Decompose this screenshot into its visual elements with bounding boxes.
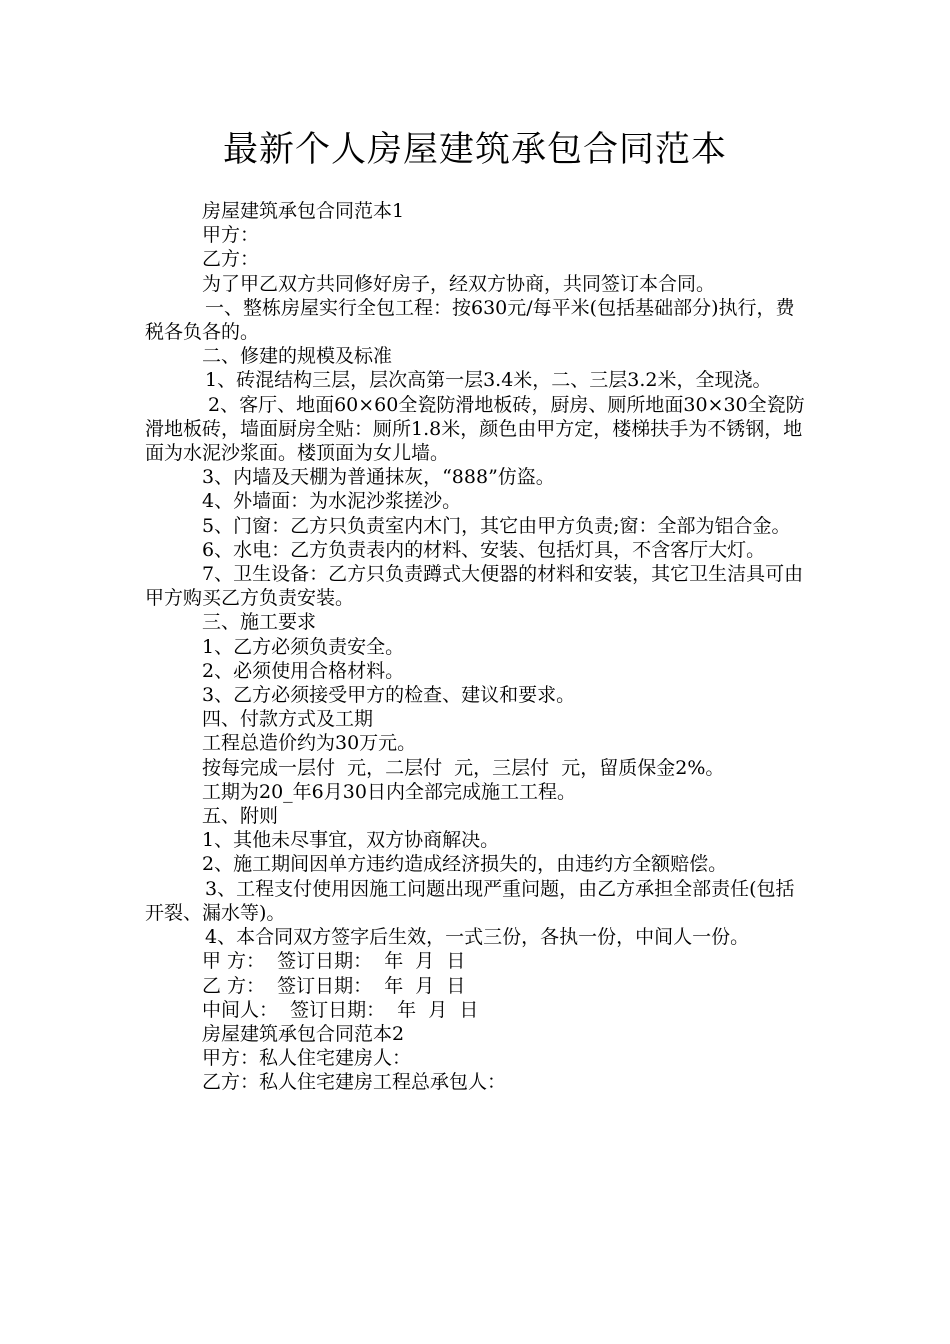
paragraph: 五、附则 [202,805,279,828]
paragraph: 3、内墙及天棚为普通抹灰，“888”仿盗。 [202,466,555,489]
paragraph: 为了甲乙双方共同修好房子，经双方协商，共同签订本合同。 [202,272,716,295]
paragraph: 2、必须使用合格材料。 [202,659,405,682]
paragraph: 1、砖混结构三层，层次高第一层3.4米，二、三层3.2米，全现浇。 [205,369,772,392]
paragraph: 3、乙方必须接受甲方的检查、建议和要求。 [202,684,576,707]
paragraph: 甲 方： 签订日期： 年 月 日 [202,950,466,973]
paragraph: 2、施工期间因单方违约造成经济损失的，由违约方全额赔偿。 [202,853,728,876]
paragraph: 3、工程支付使用因施工问题出现严重问题，由乙方承担全部责任(包括开裂、漏水等)。 [145,877,795,924]
paragraph: 5、门窗：乙方只负责室内木门，其它由甲方负责;窗：全部为铝合金。 [202,514,791,537]
paragraph: 7、卫生设备：乙方只负责蹲式大便器的材料和安装，其它卫生洁具可由甲方购买乙方负责安装。 [145,563,804,610]
paragraph: 2、客厅、地面60×60全瓷防滑地板砖，厨房、厕所地面30×30全瓷防滑地板砖，墙面厨房全贴：厕所1.8米，颜色由甲方定，楼梯扶手为不锈钢，地面为水泥沙浆面。楼顶面为女儿墙。 [145,393,805,465]
paragraph: 4、外墙面：为水泥沙浆搓沙。 [202,490,462,513]
paragraph: 乙 方： 签订日期： 年 月 日 [202,974,466,997]
paragraph: 二、修建的规模及标准 [202,345,393,368]
document-body [145,199,810,1095]
paragraph: 工期为20_年6月30日内全部完成施工工程。 [202,780,576,803]
paragraph: 乙方：私人住宅建房工程总承包人： [202,1071,507,1094]
paragraph: 4、本合同双方签字后生效，一式三份，各执一份，中间人一份。 [205,926,750,949]
paragraph: 一、整栋房屋实行全包工程：按630元/每平米(包括基础部分)执行，费税各负各的。 [145,296,795,344]
paragraph: 工程总造价约为30万元。 [202,732,417,755]
paragraph: 1、其他未尽事宜，双方协商解决。 [202,829,500,852]
paragraph: 按每完成一层付 元，二层付 元，三层付 元，留质保金2%。 [202,756,725,779]
paragraph: 6、水电：乙方负责表内的材料、安装、包括灯具，不含客厅大灯。 [202,538,766,561]
paragraph: 四、付款方式及工期 [202,708,374,731]
paragraph: 甲方：私人住宅建房人： [202,1047,412,1070]
paragraph: 中间人： 签订日期： 年 月 日 [202,998,479,1021]
paragraph: 乙方： [202,248,260,271]
paragraph: 三、施工要求 [202,611,317,634]
document-title: 最新个人房屋建筑承包合同范本 [222,130,727,170]
paragraph: 1、乙方必须负责安全。 [202,635,405,658]
paragraph: 甲方： [202,224,260,247]
paragraph: 房屋建筑承包合同范本2 [202,1022,405,1045]
paragraph: 房屋建筑承包合同范本1 [202,200,405,222]
